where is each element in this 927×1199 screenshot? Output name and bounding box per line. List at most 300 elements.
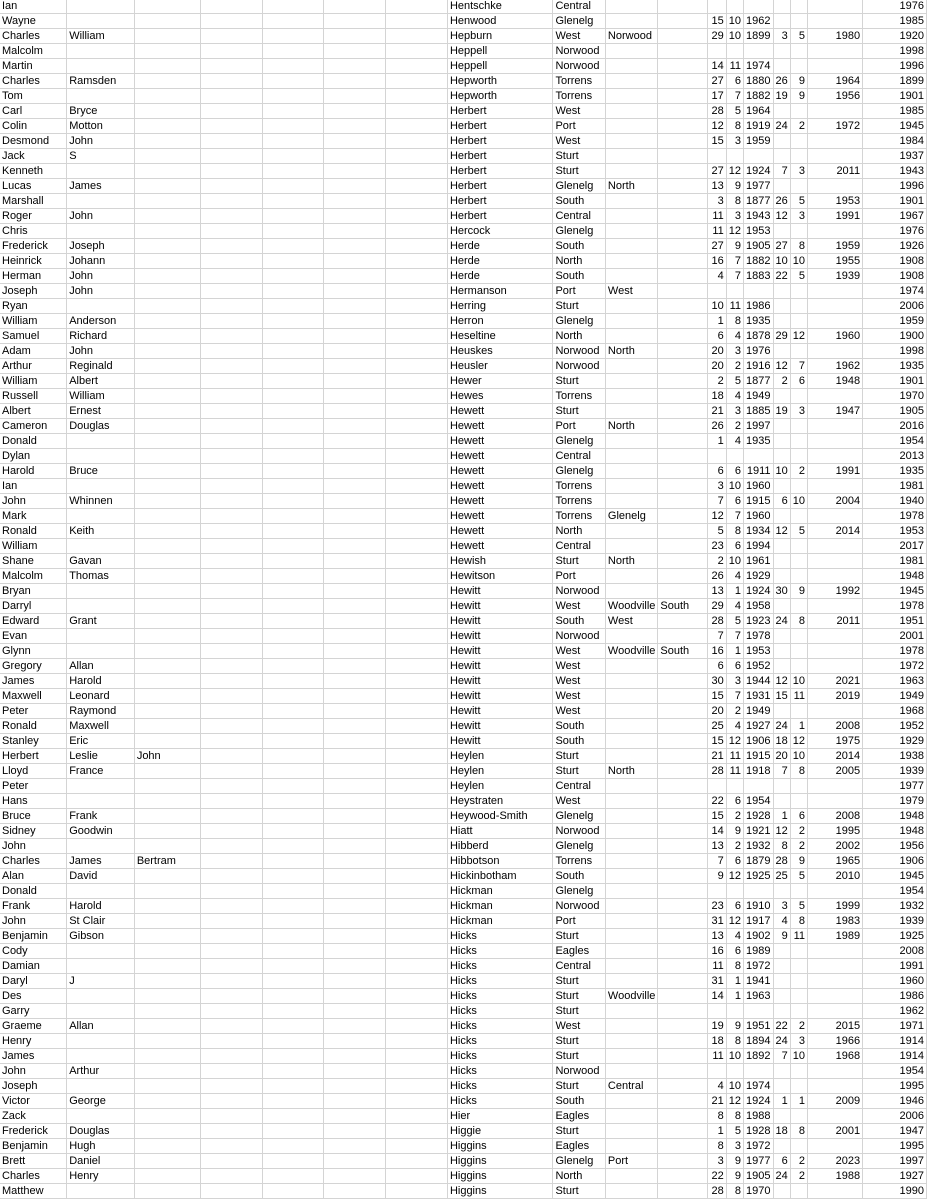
cell-birth-month[interactable]: 6 xyxy=(726,494,743,509)
cell-birth-month[interactable]: 8 xyxy=(726,524,743,539)
cell-col-f[interactable] xyxy=(324,824,385,839)
cell-birth-year[interactable]: 1918 xyxy=(744,764,773,779)
cell-second-name[interactable]: J xyxy=(67,974,135,989)
cell-death-day[interactable] xyxy=(773,644,790,659)
cell-second-name[interactable]: Bryce xyxy=(67,104,135,119)
cell-debut-year[interactable]: 1959 xyxy=(863,314,927,329)
cell-col-d[interactable] xyxy=(201,1094,262,1109)
cell-surname[interactable]: Hier xyxy=(447,1109,553,1124)
cell-col-d[interactable] xyxy=(201,599,262,614)
cell-second-name[interactable]: Keith xyxy=(67,524,135,539)
cell-col-e[interactable] xyxy=(262,344,323,359)
cell-col-e[interactable] xyxy=(262,539,323,554)
cell-second-name[interactable]: David xyxy=(67,869,135,884)
cell-col-e[interactable] xyxy=(262,569,323,584)
cell-club[interactable]: Sturt xyxy=(553,1004,605,1019)
cell-col-g[interactable] xyxy=(385,704,447,719)
cell-debut-year[interactable]: 1935 xyxy=(863,359,927,374)
cell-death-month[interactable]: 5 xyxy=(790,269,807,284)
cell-debut-year[interactable]: 1970 xyxy=(863,389,927,404)
cell-col-d[interactable] xyxy=(201,299,262,314)
cell-first-name[interactable]: Ryan xyxy=(0,299,67,314)
cell-club[interactable]: Torrens xyxy=(553,479,605,494)
cell-first-name[interactable]: Malcolm xyxy=(0,569,67,584)
cell-birth-month[interactable]: 7 xyxy=(726,269,743,284)
cell-birth-month[interactable]: 12 xyxy=(726,914,743,929)
cell-birth-day[interactable]: 11 xyxy=(708,959,727,974)
cell-birth-day[interactable]: 29 xyxy=(708,29,727,44)
cell-birth-day[interactable]: 13 xyxy=(708,179,727,194)
cell-surname[interactable]: Heylen xyxy=(447,749,553,764)
cell-club[interactable]: South xyxy=(553,194,605,209)
cell-death-day[interactable] xyxy=(773,569,790,584)
cell-third-name[interactable] xyxy=(134,794,201,809)
cell-debut-year[interactable]: 1945 xyxy=(863,584,927,599)
cell-death-month[interactable]: 1 xyxy=(790,1094,807,1109)
cell-death-day[interactable]: 24 xyxy=(773,1034,790,1049)
cell-surname[interactable]: Hewitt xyxy=(447,674,553,689)
cell-birth-year[interactable]: 1883 xyxy=(744,269,773,284)
cell-third-name[interactable] xyxy=(134,329,201,344)
cell-death-day[interactable] xyxy=(773,1004,790,1019)
cell-col-g[interactable] xyxy=(385,434,447,449)
cell-col-g[interactable] xyxy=(385,134,447,149)
cell-third-name[interactable] xyxy=(134,764,201,779)
cell-col-f[interactable] xyxy=(324,704,385,719)
cell-club[interactable]: Eagles xyxy=(553,1109,605,1124)
cell-second-name[interactable]: Thomas xyxy=(67,569,135,584)
cell-club-3[interactable] xyxy=(658,974,708,989)
cell-death-month[interactable]: 2 xyxy=(790,824,807,839)
cell-birth-year[interactable]: 1941 xyxy=(744,974,773,989)
cell-death-month[interactable] xyxy=(790,629,807,644)
cell-surname[interactable]: Hewitt xyxy=(447,734,553,749)
cell-death-month[interactable]: 10 xyxy=(790,749,807,764)
cell-death-month[interactable] xyxy=(790,134,807,149)
cell-col-d[interactable] xyxy=(201,614,262,629)
cell-surname[interactable]: Hiatt xyxy=(447,824,553,839)
cell-club-3[interactable] xyxy=(658,149,708,164)
cell-col-g[interactable] xyxy=(385,419,447,434)
cell-debut-year[interactable]: 2008 xyxy=(863,944,927,959)
cell-surname[interactable]: Hepworth xyxy=(447,74,553,89)
cell-col-d[interactable] xyxy=(201,134,262,149)
cell-birth-day[interactable]: 13 xyxy=(708,584,727,599)
cell-birth-month[interactable]: 4 xyxy=(726,929,743,944)
cell-col-d[interactable] xyxy=(201,179,262,194)
cell-col-d[interactable] xyxy=(201,479,262,494)
cell-debut-year[interactable]: 1899 xyxy=(863,74,927,89)
cell-death-month[interactable]: 6 xyxy=(790,809,807,824)
cell-birth-month[interactable]: 12 xyxy=(726,869,743,884)
cell-col-f[interactable] xyxy=(324,104,385,119)
cell-birth-month[interactable]: 9 xyxy=(726,1154,743,1169)
cell-club[interactable]: South xyxy=(553,869,605,884)
cell-surname[interactable]: Hickman xyxy=(447,899,553,914)
cell-birth-day[interactable]: 1 xyxy=(708,1124,727,1139)
cell-col-e[interactable] xyxy=(262,884,323,899)
cell-death-year[interactable]: 1948 xyxy=(808,374,863,389)
cell-col-d[interactable] xyxy=(201,434,262,449)
cell-first-name[interactable]: Adam xyxy=(0,344,67,359)
cell-birth-year[interactable]: 1877 xyxy=(744,194,773,209)
cell-col-g[interactable] xyxy=(385,59,447,74)
cell-debut-year[interactable]: 1901 xyxy=(863,194,927,209)
cell-club[interactable]: Eagles xyxy=(553,944,605,959)
cell-third-name[interactable] xyxy=(134,719,201,734)
cell-death-year[interactable] xyxy=(808,509,863,524)
cell-club-3[interactable] xyxy=(658,989,708,1004)
cell-col-e[interactable] xyxy=(262,1034,323,1049)
cell-col-g[interactable] xyxy=(385,14,447,29)
cell-third-name[interactable] xyxy=(134,1034,201,1049)
cell-birth-month[interactable] xyxy=(726,449,743,464)
cell-first-name[interactable]: James xyxy=(0,674,67,689)
cell-death-month[interactable]: 3 xyxy=(790,1034,807,1049)
cell-death-day[interactable] xyxy=(773,299,790,314)
cell-second-name[interactable] xyxy=(67,959,135,974)
cell-club-3[interactable] xyxy=(658,659,708,674)
cell-surname[interactable]: Hicks xyxy=(447,1079,553,1094)
cell-col-g[interactable] xyxy=(385,389,447,404)
cell-death-year[interactable]: 1947 xyxy=(808,404,863,419)
cell-club-3[interactable] xyxy=(658,119,708,134)
cell-birth-year[interactable]: 1935 xyxy=(744,434,773,449)
cell-birth-month[interactable]: 7 xyxy=(726,629,743,644)
cell-birth-year[interactable]: 1929 xyxy=(744,569,773,584)
cell-col-e[interactable] xyxy=(262,299,323,314)
cell-club[interactable]: Norwood xyxy=(553,1064,605,1079)
cell-second-name[interactable]: Gibson xyxy=(67,929,135,944)
cell-col-g[interactable] xyxy=(385,0,447,14)
cell-col-e[interactable] xyxy=(262,14,323,29)
cell-col-f[interactable] xyxy=(324,389,385,404)
cell-debut-year[interactable]: 2006 xyxy=(863,1109,927,1124)
cell-club-2[interactable] xyxy=(605,884,658,899)
cell-death-day[interactable] xyxy=(773,479,790,494)
cell-col-e[interactable] xyxy=(262,509,323,524)
cell-birth-day[interactable]: 11 xyxy=(708,1049,727,1064)
cell-club[interactable]: Sturt xyxy=(553,164,605,179)
cell-club[interactable]: Sturt xyxy=(553,1124,605,1139)
cell-club[interactable]: West xyxy=(553,704,605,719)
cell-first-name[interactable]: Peter xyxy=(0,704,67,719)
cell-third-name[interactable] xyxy=(134,539,201,554)
cell-col-g[interactable] xyxy=(385,974,447,989)
cell-club[interactable]: Norwood xyxy=(553,584,605,599)
cell-surname[interactable]: Higgins xyxy=(447,1169,553,1184)
cell-birth-day[interactable]: 11 xyxy=(708,209,727,224)
cell-col-d[interactable] xyxy=(201,1154,262,1169)
cell-birth-month[interactable]: 1 xyxy=(726,989,743,1004)
cell-first-name[interactable]: Edward xyxy=(0,614,67,629)
cell-club-2[interactable] xyxy=(605,164,658,179)
cell-third-name[interactable] xyxy=(134,659,201,674)
cell-birth-month[interactable]: 12 xyxy=(726,164,743,179)
cell-club-3[interactable] xyxy=(658,59,708,74)
cell-surname[interactable]: Hewer xyxy=(447,374,553,389)
cell-club-3[interactable] xyxy=(658,1124,708,1139)
cell-club[interactable]: Sturt xyxy=(553,374,605,389)
cell-death-month[interactable]: 2 xyxy=(790,1154,807,1169)
cell-birth-year[interactable]: 1932 xyxy=(744,839,773,854)
cell-first-name[interactable]: Albert xyxy=(0,404,67,419)
cell-third-name[interactable] xyxy=(134,449,201,464)
cell-surname[interactable]: Heseltine xyxy=(447,329,553,344)
cell-debut-year[interactable]: 1976 xyxy=(863,0,927,14)
cell-birth-year[interactable]: 1911 xyxy=(744,464,773,479)
cell-first-name[interactable]: Harold xyxy=(0,464,67,479)
cell-col-e[interactable] xyxy=(262,659,323,674)
cell-debut-year[interactable]: 1985 xyxy=(863,104,927,119)
cell-col-e[interactable] xyxy=(262,434,323,449)
cell-col-f[interactable] xyxy=(324,809,385,824)
cell-col-g[interactable] xyxy=(385,1004,447,1019)
cell-club-3[interactable] xyxy=(658,284,708,299)
cell-col-f[interactable] xyxy=(324,0,385,14)
cell-col-e[interactable] xyxy=(262,989,323,1004)
cell-birth-year[interactable]: 1974 xyxy=(744,59,773,74)
cell-col-d[interactable] xyxy=(201,524,262,539)
cell-death-year[interactable]: 1983 xyxy=(808,914,863,929)
cell-club[interactable]: Norwood xyxy=(553,359,605,374)
cell-col-d[interactable] xyxy=(201,989,262,1004)
cell-second-name[interactable]: St Clair xyxy=(67,914,135,929)
cell-club-3[interactable] xyxy=(658,299,708,314)
cell-col-g[interactable] xyxy=(385,149,447,164)
cell-birth-year[interactable]: 1977 xyxy=(744,179,773,194)
cell-third-name[interactable] xyxy=(134,1109,201,1124)
cell-club-2[interactable] xyxy=(605,374,658,389)
cell-col-d[interactable] xyxy=(201,824,262,839)
cell-third-name[interactable] xyxy=(134,1184,201,1199)
cell-birth-year[interactable]: 1960 xyxy=(744,479,773,494)
cell-debut-year[interactable]: 2017 xyxy=(863,539,927,554)
cell-col-e[interactable] xyxy=(262,239,323,254)
cell-death-month[interactable]: 10 xyxy=(790,254,807,269)
cell-club-2[interactable] xyxy=(605,779,658,794)
cell-death-month[interactable] xyxy=(790,284,807,299)
cell-birth-day[interactable]: 29 xyxy=(708,599,727,614)
cell-first-name[interactable]: Herbert xyxy=(0,749,67,764)
cell-second-name[interactable]: Joseph xyxy=(67,239,135,254)
cell-col-e[interactable] xyxy=(262,674,323,689)
cell-debut-year[interactable]: 1900 xyxy=(863,329,927,344)
cell-col-d[interactable] xyxy=(201,704,262,719)
cell-birth-year[interactable] xyxy=(744,779,773,794)
cell-death-day[interactable]: 15 xyxy=(773,689,790,704)
cell-death-month[interactable] xyxy=(790,479,807,494)
cell-first-name[interactable]: Darryl xyxy=(0,599,67,614)
cell-death-day[interactable] xyxy=(773,704,790,719)
cell-birth-month[interactable]: 8 xyxy=(726,1109,743,1124)
cell-birth-year[interactable]: 1976 xyxy=(744,344,773,359)
cell-death-day[interactable] xyxy=(773,389,790,404)
cell-first-name[interactable]: Desmond xyxy=(0,134,67,149)
cell-first-name[interactable]: Glynn xyxy=(0,644,67,659)
cell-first-name[interactable]: Ian xyxy=(0,0,67,14)
cell-col-g[interactable] xyxy=(385,1079,447,1094)
cell-death-month[interactable] xyxy=(790,434,807,449)
cell-birth-month[interactable]: 2 xyxy=(726,359,743,374)
cell-death-year[interactable] xyxy=(808,989,863,1004)
cell-club-3[interactable] xyxy=(658,809,708,824)
cell-club[interactable]: Sturt xyxy=(553,749,605,764)
cell-col-f[interactable] xyxy=(324,1094,385,1109)
cell-debut-year[interactable]: 1978 xyxy=(863,644,927,659)
cell-col-f[interactable] xyxy=(324,299,385,314)
cell-col-g[interactable] xyxy=(385,584,447,599)
cell-death-day[interactable]: 10 xyxy=(773,254,790,269)
cell-debut-year[interactable]: 1984 xyxy=(863,134,927,149)
cell-col-d[interactable] xyxy=(201,1034,262,1049)
cell-club-2[interactable] xyxy=(605,104,658,119)
cell-death-day[interactable]: 6 xyxy=(773,494,790,509)
cell-club[interactable]: Norwood xyxy=(553,344,605,359)
cell-col-d[interactable] xyxy=(201,29,262,44)
cell-third-name[interactable] xyxy=(134,1079,201,1094)
cell-death-year[interactable] xyxy=(808,659,863,674)
cell-club-3[interactable] xyxy=(658,569,708,584)
cell-col-g[interactable] xyxy=(385,599,447,614)
cell-first-name[interactable]: Charles xyxy=(0,854,67,869)
cell-col-g[interactable] xyxy=(385,329,447,344)
cell-death-month[interactable] xyxy=(790,419,807,434)
cell-col-f[interactable] xyxy=(324,1049,385,1064)
cell-birth-month[interactable]: 9 xyxy=(726,179,743,194)
cell-death-day[interactable]: 8 xyxy=(773,839,790,854)
cell-debut-year[interactable]: 1997 xyxy=(863,1154,927,1169)
cell-surname[interactable]: Hewitt xyxy=(447,689,553,704)
cell-third-name[interactable] xyxy=(134,1154,201,1169)
cell-club-3[interactable] xyxy=(658,794,708,809)
cell-club[interactable]: South xyxy=(553,269,605,284)
cell-col-d[interactable] xyxy=(201,59,262,74)
cell-debut-year[interactable]: 1946 xyxy=(863,1094,927,1109)
cell-death-day[interactable]: 3 xyxy=(773,29,790,44)
cell-second-name[interactable]: Hugh xyxy=(67,1139,135,1154)
cell-second-name[interactable]: Grant xyxy=(67,614,135,629)
cell-col-d[interactable] xyxy=(201,1169,262,1184)
cell-birth-year[interactable]: 1915 xyxy=(744,494,773,509)
cell-surname[interactable]: Hickman xyxy=(447,914,553,929)
cell-col-e[interactable] xyxy=(262,254,323,269)
cell-col-d[interactable] xyxy=(201,809,262,824)
cell-col-f[interactable] xyxy=(324,629,385,644)
cell-death-day[interactable]: 22 xyxy=(773,269,790,284)
cell-club-3[interactable] xyxy=(658,374,708,389)
cell-col-d[interactable] xyxy=(201,239,262,254)
cell-col-f[interactable] xyxy=(324,1154,385,1169)
cell-col-f[interactable] xyxy=(324,689,385,704)
cell-third-name[interactable] xyxy=(134,704,201,719)
cell-club-3[interactable] xyxy=(658,1049,708,1064)
cell-club-2[interactable] xyxy=(605,1109,658,1124)
cell-club-2[interactable] xyxy=(605,59,658,74)
cell-debut-year[interactable]: 1932 xyxy=(863,899,927,914)
cell-col-d[interactable] xyxy=(201,674,262,689)
cell-birth-day[interactable]: 14 xyxy=(708,989,727,1004)
cell-birth-day[interactable]: 6 xyxy=(708,329,727,344)
cell-col-g[interactable] xyxy=(385,1124,447,1139)
cell-birth-day[interactable]: 2 xyxy=(708,374,727,389)
cell-col-g[interactable] xyxy=(385,854,447,869)
cell-birth-day[interactable]: 14 xyxy=(708,824,727,839)
cell-birth-year[interactable]: 1882 xyxy=(744,89,773,104)
cell-birth-month[interactable]: 1 xyxy=(726,974,743,989)
cell-third-name[interactable] xyxy=(134,59,201,74)
cell-col-e[interactable] xyxy=(262,0,323,14)
cell-col-e[interactable] xyxy=(262,374,323,389)
cell-col-e[interactable] xyxy=(262,209,323,224)
cell-col-e[interactable] xyxy=(262,179,323,194)
cell-birth-month[interactable]: 10 xyxy=(726,554,743,569)
cell-club[interactable]: West xyxy=(553,674,605,689)
cell-birth-month[interactable]: 10 xyxy=(726,479,743,494)
cell-debut-year[interactable]: 1908 xyxy=(863,254,927,269)
cell-col-d[interactable] xyxy=(201,839,262,854)
cell-col-e[interactable] xyxy=(262,1124,323,1139)
cell-death-year[interactable] xyxy=(808,974,863,989)
cell-third-name[interactable] xyxy=(134,929,201,944)
cell-surname[interactable]: Hermanson xyxy=(447,284,553,299)
cell-second-name[interactable] xyxy=(67,644,135,659)
cell-death-year[interactable] xyxy=(808,779,863,794)
cell-col-e[interactable] xyxy=(262,749,323,764)
cell-birth-month[interactable]: 5 xyxy=(726,1124,743,1139)
cell-death-month[interactable] xyxy=(790,554,807,569)
cell-club-3[interactable] xyxy=(658,614,708,629)
cell-club[interactable]: Sturt xyxy=(553,1034,605,1049)
cell-birth-day[interactable]: 26 xyxy=(708,419,727,434)
cell-death-month[interactable] xyxy=(790,1004,807,1019)
cell-death-year[interactable]: 2011 xyxy=(808,164,863,179)
cell-third-name[interactable] xyxy=(134,149,201,164)
cell-club-2[interactable] xyxy=(605,299,658,314)
cell-club[interactable]: Sturt xyxy=(553,989,605,1004)
cell-birth-day[interactable]: 4 xyxy=(708,269,727,284)
cell-birth-year[interactable] xyxy=(744,884,773,899)
cell-col-d[interactable] xyxy=(201,14,262,29)
cell-surname[interactable]: Herde xyxy=(447,269,553,284)
cell-birth-day[interactable]: 7 xyxy=(708,629,727,644)
cell-club-3[interactable] xyxy=(658,239,708,254)
cell-col-d[interactable] xyxy=(201,449,262,464)
cell-birth-month[interactable]: 7 xyxy=(726,509,743,524)
cell-debut-year[interactable]: 1914 xyxy=(863,1049,927,1064)
cell-death-day[interactable] xyxy=(773,1184,790,1199)
cell-second-name[interactable]: Johann xyxy=(67,254,135,269)
cell-birth-month[interactable]: 5 xyxy=(726,614,743,629)
cell-col-f[interactable] xyxy=(324,1124,385,1139)
cell-death-month[interactable] xyxy=(790,794,807,809)
cell-death-year[interactable] xyxy=(808,1184,863,1199)
cell-surname[interactable]: Hewish xyxy=(447,554,553,569)
cell-death-month[interactable] xyxy=(790,599,807,614)
cell-third-name[interactable] xyxy=(134,209,201,224)
cell-col-f[interactable] xyxy=(324,1184,385,1199)
cell-second-name[interactable]: Reginald xyxy=(67,359,135,374)
cell-club-3[interactable] xyxy=(658,524,708,539)
cell-col-e[interactable] xyxy=(262,119,323,134)
cell-first-name[interactable]: James xyxy=(0,1049,67,1064)
cell-club-3[interactable]: South xyxy=(658,644,708,659)
cell-birth-year[interactable]: 1878 xyxy=(744,329,773,344)
cell-death-month[interactable] xyxy=(790,509,807,524)
cell-col-g[interactable] xyxy=(385,404,447,419)
cell-club-3[interactable] xyxy=(658,494,708,509)
cell-death-year[interactable] xyxy=(808,1004,863,1019)
